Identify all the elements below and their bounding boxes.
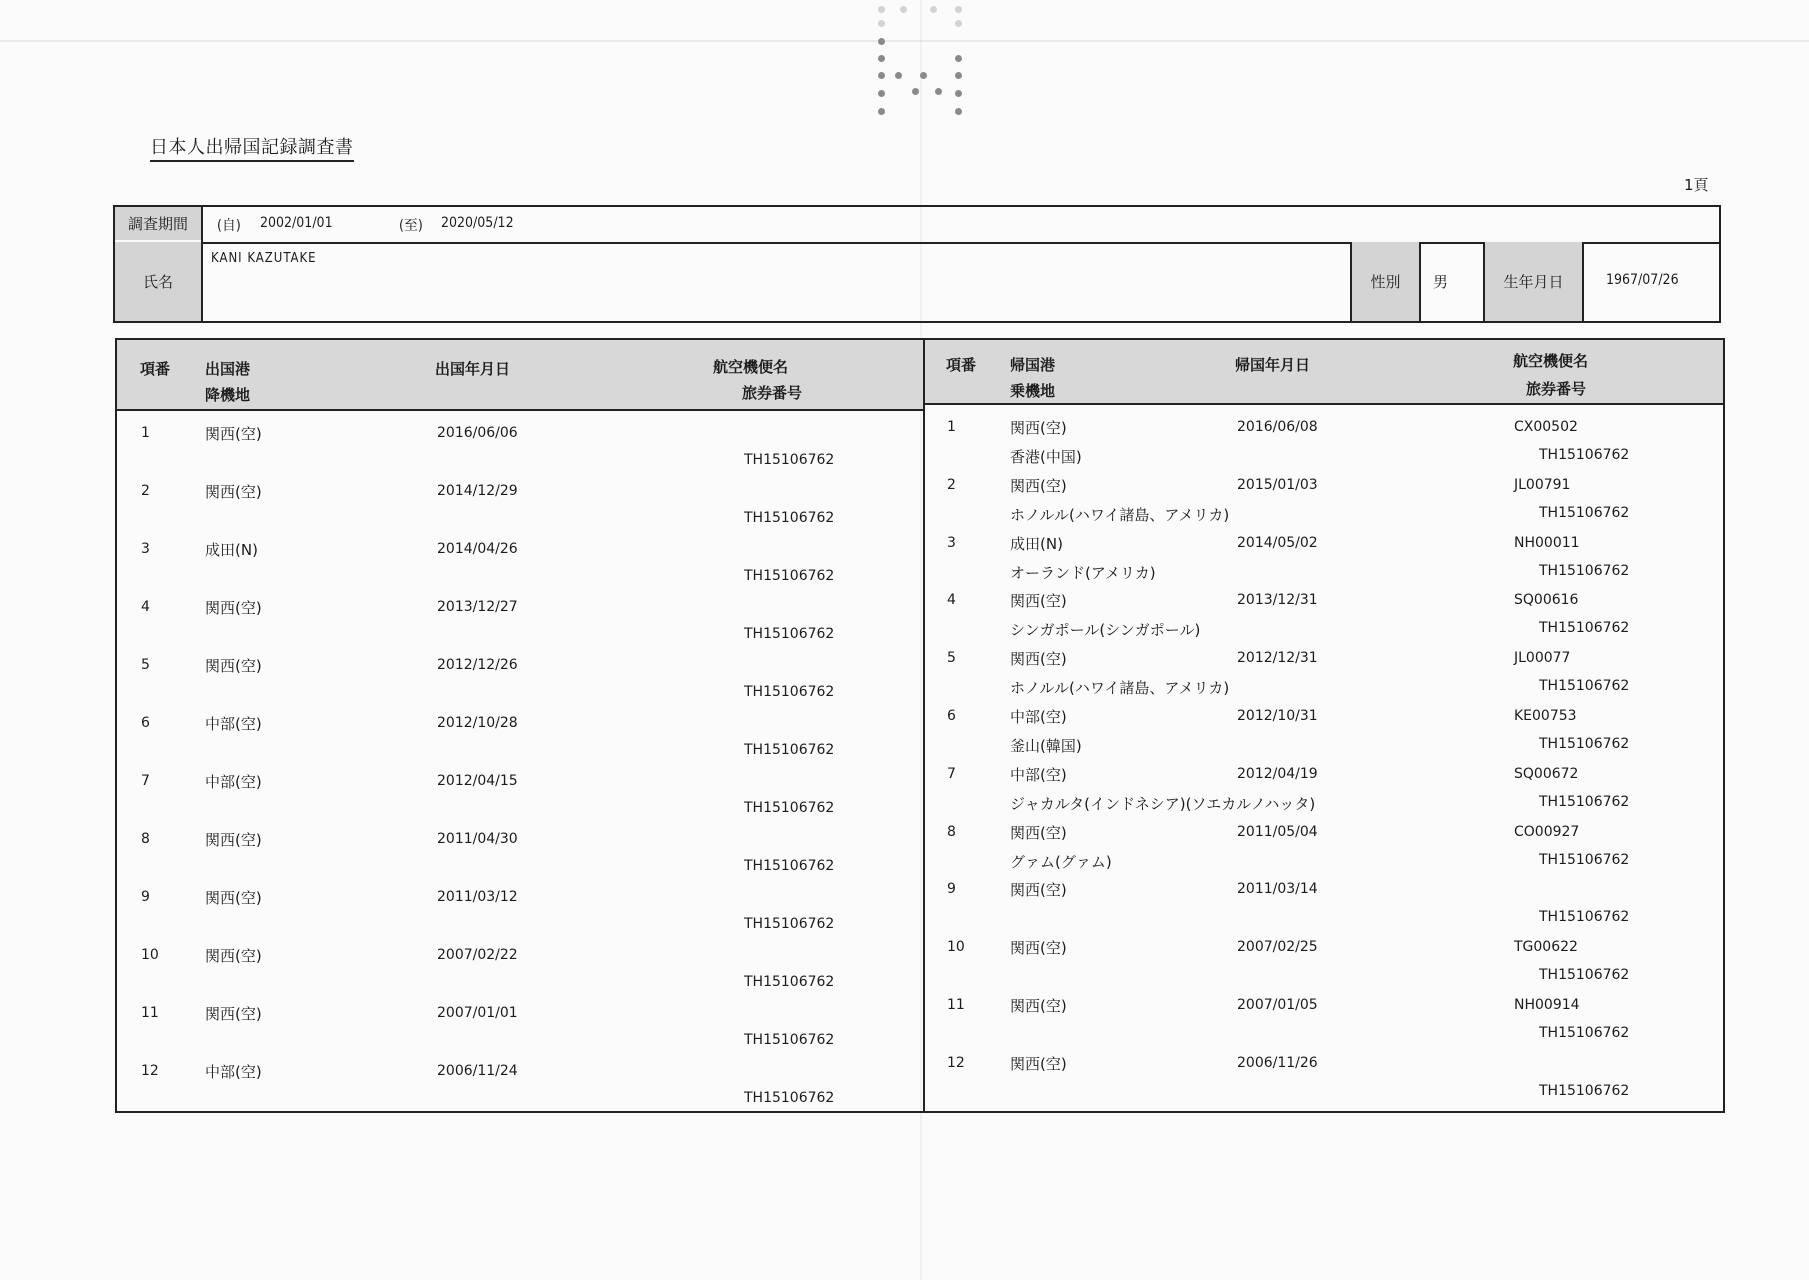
departure-row	[117, 875, 923, 933]
departure-date: 2012/12/26	[437, 657, 518, 673]
arrival-date: 2012/12/31	[1237, 650, 1318, 667]
arrival-date: 2011/03/14	[1237, 881, 1318, 898]
departure-date: 2011/03/12	[437, 889, 518, 905]
row-number: 3	[947, 534, 956, 551]
flight-name: CO00927	[1514, 823, 1580, 840]
row-number: 5	[141, 657, 150, 673]
arrival-date: 2013/12/31	[1237, 592, 1318, 609]
row-number: 12	[141, 1063, 159, 1079]
departure-row	[117, 759, 923, 817]
passport-number: TH15106762	[744, 858, 835, 874]
arrival-date: 2006/11/26	[1237, 1054, 1318, 1071]
name-label: 氏名	[115, 242, 201, 321]
row-number: 12	[947, 1054, 965, 1071]
passport-number: TH15106762	[1539, 447, 1630, 463]
departure-date: 2007/02/22	[437, 947, 518, 963]
arrival-port: 関西(空)	[1010, 592, 1067, 611]
departure-date: 2012/04/15	[437, 773, 518, 789]
departure-row	[117, 1049, 923, 1107]
row-number: 11	[141, 1005, 159, 1021]
row-number: 8	[947, 823, 956, 840]
arrival-row	[925, 983, 1723, 1041]
flight-name: NH00914	[1514, 997, 1580, 1013]
header-flight-name: 航空機便名	[713, 358, 789, 376]
boarding-place: シンガポール(シンガポール)	[1010, 621, 1201, 640]
arrival-port: 関西(空)	[1010, 476, 1067, 495]
departure-date: 2013/12/27	[437, 599, 518, 615]
departure-table	[115, 338, 925, 1113]
row-number: 9	[947, 881, 956, 898]
passport-number: TH15106762	[744, 510, 835, 526]
arrival-rows	[925, 405, 1723, 1111]
arrival-port: 関西(空)	[1010, 939, 1067, 958]
row-number: 10	[141, 947, 159, 963]
passport-number: TH15106762	[744, 684, 835, 700]
departure-date: 2011/04/30	[437, 831, 518, 847]
header-passport-number: 旅券番号	[1526, 380, 1587, 398]
departure-date: 2016/06/06	[437, 425, 518, 441]
header-boarding-place: 乗機地	[1010, 382, 1056, 400]
departure-date: 2014/04/26	[437, 541, 518, 557]
arrival-row	[925, 463, 1723, 524]
arrival-port: 関西(空)	[1010, 823, 1067, 842]
arrival-table-header	[925, 340, 1723, 405]
passport-number: TH15106762	[1539, 793, 1630, 810]
passport-number: TH15106762	[1539, 909, 1630, 926]
passport-number: TH15106762	[744, 1032, 835, 1048]
flight-name: NH00011	[1514, 534, 1580, 551]
arrival-port: 関西(空)	[1010, 881, 1067, 900]
row-number: 1	[141, 425, 150, 441]
flight-name: CX00502	[1514, 419, 1578, 435]
survey-to-label: (至)	[399, 218, 423, 234]
passport-number: TH15106762	[744, 916, 835, 932]
dob-value: 1967/07/26	[1606, 272, 1679, 288]
person-info-box	[113, 205, 1721, 323]
arrival-port: 関西(空)	[1010, 650, 1067, 669]
row-number: 9	[141, 889, 150, 905]
passport-number: TH15106762	[744, 568, 835, 584]
boarding-place: ホノルル(ハワイ諸島、アメリカ)	[1010, 505, 1230, 524]
header-no: 項番	[140, 360, 171, 378]
departure-table-header	[117, 340, 923, 411]
departure-date: 2007/01/01	[437, 1005, 518, 1021]
row-number: 5	[947, 650, 956, 667]
departure-row	[117, 469, 923, 527]
passport-number: TH15106762	[1539, 1082, 1630, 1099]
flight-name: TG00622	[1514, 939, 1578, 956]
header-passport-number: 旅券番号	[742, 384, 803, 402]
row-number: 8	[141, 831, 150, 847]
departure-row	[117, 527, 923, 585]
survey-to-date: 2020/05/12	[441, 215, 514, 231]
header-departure-date: 出国年月日	[435, 360, 511, 378]
arrival-row	[925, 636, 1723, 698]
departure-port: 成田(N)	[205, 541, 258, 559]
boarding-place: グァム(グァム)	[1010, 852, 1112, 871]
departure-port: 関西(空)	[205, 657, 262, 675]
row-number: 6	[947, 708, 956, 724]
flight-name: SQ00672	[1514, 765, 1579, 782]
passport-number: TH15106762	[1539, 678, 1630, 695]
arrival-port: 中部(空)	[1010, 708, 1067, 726]
passport-number: TH15106762	[1539, 736, 1630, 752]
arrival-date: 2015/01/03	[1237, 476, 1318, 493]
departure-date: 2014/12/29	[437, 483, 518, 499]
departure-row	[117, 643, 923, 701]
departure-row	[117, 933, 923, 991]
passport-number: TH15106762	[744, 742, 835, 758]
departure-row	[117, 585, 923, 643]
passport-number: TH15106762	[1539, 851, 1630, 868]
departure-port: 関西(空)	[205, 599, 262, 617]
row-number: 11	[947, 997, 965, 1013]
boarding-place: 香港(中国)	[1010, 448, 1082, 466]
arrival-date: 2012/10/31	[1237, 708, 1318, 724]
arrival-date: 2012/04/19	[1237, 765, 1318, 782]
row-number: 4	[141, 599, 150, 615]
passport-number: TH15106762	[744, 800, 835, 816]
row-number: 7	[947, 765, 956, 782]
row-number: 6	[141, 715, 150, 731]
survey-period-label: 調査期間	[115, 207, 201, 240]
sex-value: 男	[1433, 273, 1449, 291]
row-number: 3	[141, 541, 150, 557]
row-number: 2	[141, 483, 150, 499]
arrival-date: 2016/06/08	[1237, 419, 1318, 435]
departure-rows	[117, 411, 923, 1111]
header-departure-port: 出国港	[205, 360, 251, 378]
dob-label: 生年月日	[1485, 242, 1582, 321]
departure-port: 中部(空)	[205, 773, 262, 791]
departure-row	[117, 701, 923, 759]
passport-number: TH15106762	[1539, 1025, 1630, 1041]
boarding-place: オーランド(アメリカ)	[1010, 563, 1156, 582]
sex-label: 性別	[1352, 242, 1419, 321]
arrival-port: 関西(空)	[1010, 997, 1067, 1015]
departure-date: 2006/11/24	[437, 1063, 518, 1079]
departure-port: 関西(空)	[205, 889, 262, 907]
passport-number: TH15106762	[1539, 504, 1630, 521]
perforation-mark	[870, 0, 970, 125]
departure-port: 関西(空)	[205, 947, 262, 965]
boarding-place: 釜山(韓国)	[1010, 737, 1082, 755]
arrival-date: 2011/05/04	[1237, 823, 1318, 840]
document-title: 日本人出帰国記録調査書	[150, 133, 354, 162]
flight-name: JL00077	[1514, 650, 1571, 667]
arrival-port: 関西(空)	[1010, 1054, 1067, 1073]
arrival-date: 2007/02/25	[1237, 939, 1318, 956]
arrival-table	[923, 338, 1725, 1113]
row-number: 1	[947, 419, 956, 435]
passport-number: TH15106762	[744, 974, 835, 990]
departure-row	[117, 411, 923, 469]
header-no: 項番	[946, 356, 977, 374]
departure-port: 中部(空)	[205, 1063, 262, 1081]
departure-date: 2012/10/28	[437, 715, 518, 731]
departure-port: 関西(空)	[205, 425, 262, 443]
row-number: 10	[947, 939, 965, 956]
boarding-place: ジャカルタ(インドネシア)(ソエカルノハッタ)	[1010, 794, 1316, 813]
flight-name: SQ00616	[1514, 592, 1579, 609]
flight-name: JL00791	[1514, 476, 1571, 493]
arrival-row	[925, 578, 1723, 640]
passport-number: TH15106762	[744, 1090, 835, 1106]
page-number: 1頁	[1684, 176, 1709, 194]
departure-port: 関西(空)	[205, 831, 262, 849]
arrival-row	[925, 1041, 1723, 1099]
passport-number: TH15106762	[744, 452, 835, 468]
departure-port: 中部(空)	[205, 715, 262, 733]
arrival-row	[925, 694, 1723, 755]
departure-port: 関西(空)	[205, 483, 262, 501]
passport-number: TH15106762	[1539, 967, 1630, 984]
passport-number: TH15106762	[744, 626, 835, 642]
row-number: 4	[947, 592, 956, 609]
passport-number: TH15106762	[1539, 620, 1630, 637]
arrival-row	[925, 405, 1723, 466]
header-arrival-date: 帰国年月日	[1235, 356, 1311, 374]
arrival-row	[925, 752, 1723, 813]
boarding-place: ホノルル(ハワイ諸島、アメリカ)	[1010, 679, 1230, 698]
arrival-date: 2014/05/02	[1237, 534, 1318, 551]
arrival-port: 関西(空)	[1010, 419, 1067, 437]
passport-number: TH15106762	[1539, 562, 1630, 579]
row-number: 7	[141, 773, 150, 789]
row-number: 2	[947, 476, 956, 493]
arrival-port: 成田(N)	[1010, 534, 1063, 553]
arrival-row	[925, 925, 1723, 983]
survey-period-row	[115, 207, 1719, 244]
header-flight-name: 航空機便名	[1513, 352, 1589, 370]
arrival-row	[925, 521, 1723, 582]
survey-from-label: (自)	[217, 218, 241, 234]
header-landing-place: 降機地	[205, 386, 251, 404]
header-arrival-port: 帰国港	[1010, 356, 1056, 374]
person-name: KANI KAZUTAKE	[211, 251, 317, 266]
arrival-date: 2007/01/05	[1237, 997, 1318, 1013]
arrival-row	[925, 810, 1723, 871]
departure-row	[117, 817, 923, 875]
arrival-row	[925, 867, 1723, 925]
survey-from-date: 2002/01/01	[260, 215, 333, 231]
departure-row	[117, 991, 923, 1049]
departure-port: 関西(空)	[205, 1005, 262, 1023]
arrival-port: 中部(空)	[1010, 765, 1067, 784]
flight-name: KE00753	[1514, 708, 1577, 724]
